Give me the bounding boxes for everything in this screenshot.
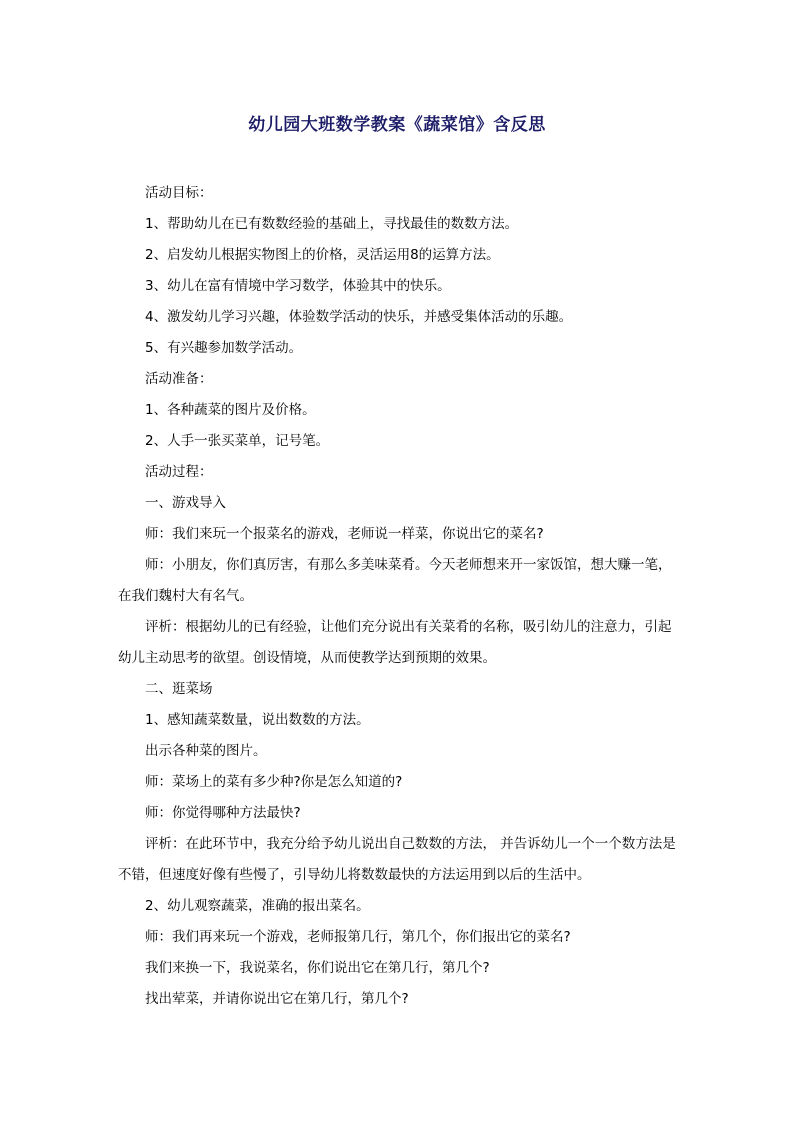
paragraph: 师：我们来玩一个报菜名的游戏，老师说一样菜，你说出它的菜名? (145, 526, 544, 542)
paragraph: 评析：在此环节中，我充分给予幼儿说出自己数数的方法， 并告诉幼儿一个一个数方法是不错，但速度好像有些慢了，引导幼儿将数数最快的方法运用到以后的生活中。 (118, 836, 676, 883)
paragraph: 活动准备： (145, 371, 213, 387)
paragraph: 一、游戏导入 (145, 495, 226, 511)
document-body (118, 178, 683, 1015)
paragraph: 找出荤菜，并请你说出它在第几行，第几个? (145, 991, 409, 1007)
paragraph: 2、启发幼儿根据实物图上的价格，灵活运用8的运算方法。 (145, 247, 500, 263)
paragraph: 活动过程： (145, 464, 213, 480)
paragraph: 2、幼儿观察蔬菜，准确的报出菜名。 (145, 898, 370, 914)
paragraph: 我们来换一下，我说菜名，你们说出它在第几行，第几个? (145, 960, 490, 976)
paragraph: 4、激发幼儿学习兴趣，体验数学活动的快乐，并感受集体活动的乐趣。 (145, 309, 573, 325)
paragraph: 1、感知蔬菜数量，说出数数的方法。 (145, 712, 370, 728)
paragraph: 1、各种蔬菜的图片及价格。 (145, 402, 316, 418)
paragraph: 师：菜场上的菜有多少种?你是怎么知道的? (145, 774, 403, 790)
document-title: 幼儿园大班数学教案《蔬菜馆》含反思 (248, 115, 546, 135)
paragraph: 1、帮助幼儿在已有数数经验的基础上，寻找最佳的数数方法。 (145, 216, 519, 232)
paragraph: 2、人手一张买菜单，记号笔。 (145, 433, 330, 449)
paragraph: 师：我们再来玩一个游戏，老师报第几行，第几个，你们报出它的菜名? (145, 929, 571, 945)
paragraph: 3、幼儿在富有情境中学习数学，体验其中的快乐。 (145, 278, 451, 294)
paragraph: 师：小朋友，你们真厉害，有那么多美味菜肴。今天老师想来开一家饭馆，想大赚一笔，在我们魏村大有名气。 (118, 557, 672, 604)
paragraph: 评析：根据幼儿的已有经验，让他们充分说出有关菜肴的名称，吸引幼儿的注意力，引起幼儿主动思考的欲望。创设情境，从而使教学达到预期的效果。 (118, 619, 672, 666)
paragraph: 二、逛菜场 (145, 681, 213, 697)
paragraph: 师：你觉得哪种方法最快? (145, 805, 301, 821)
paragraph: 5、有兴趣参加数学活动。 (145, 340, 303, 356)
paragraph: 活动目标： (145, 185, 213, 201)
paragraph: 出示各种菜的图片。 (145, 743, 267, 759)
